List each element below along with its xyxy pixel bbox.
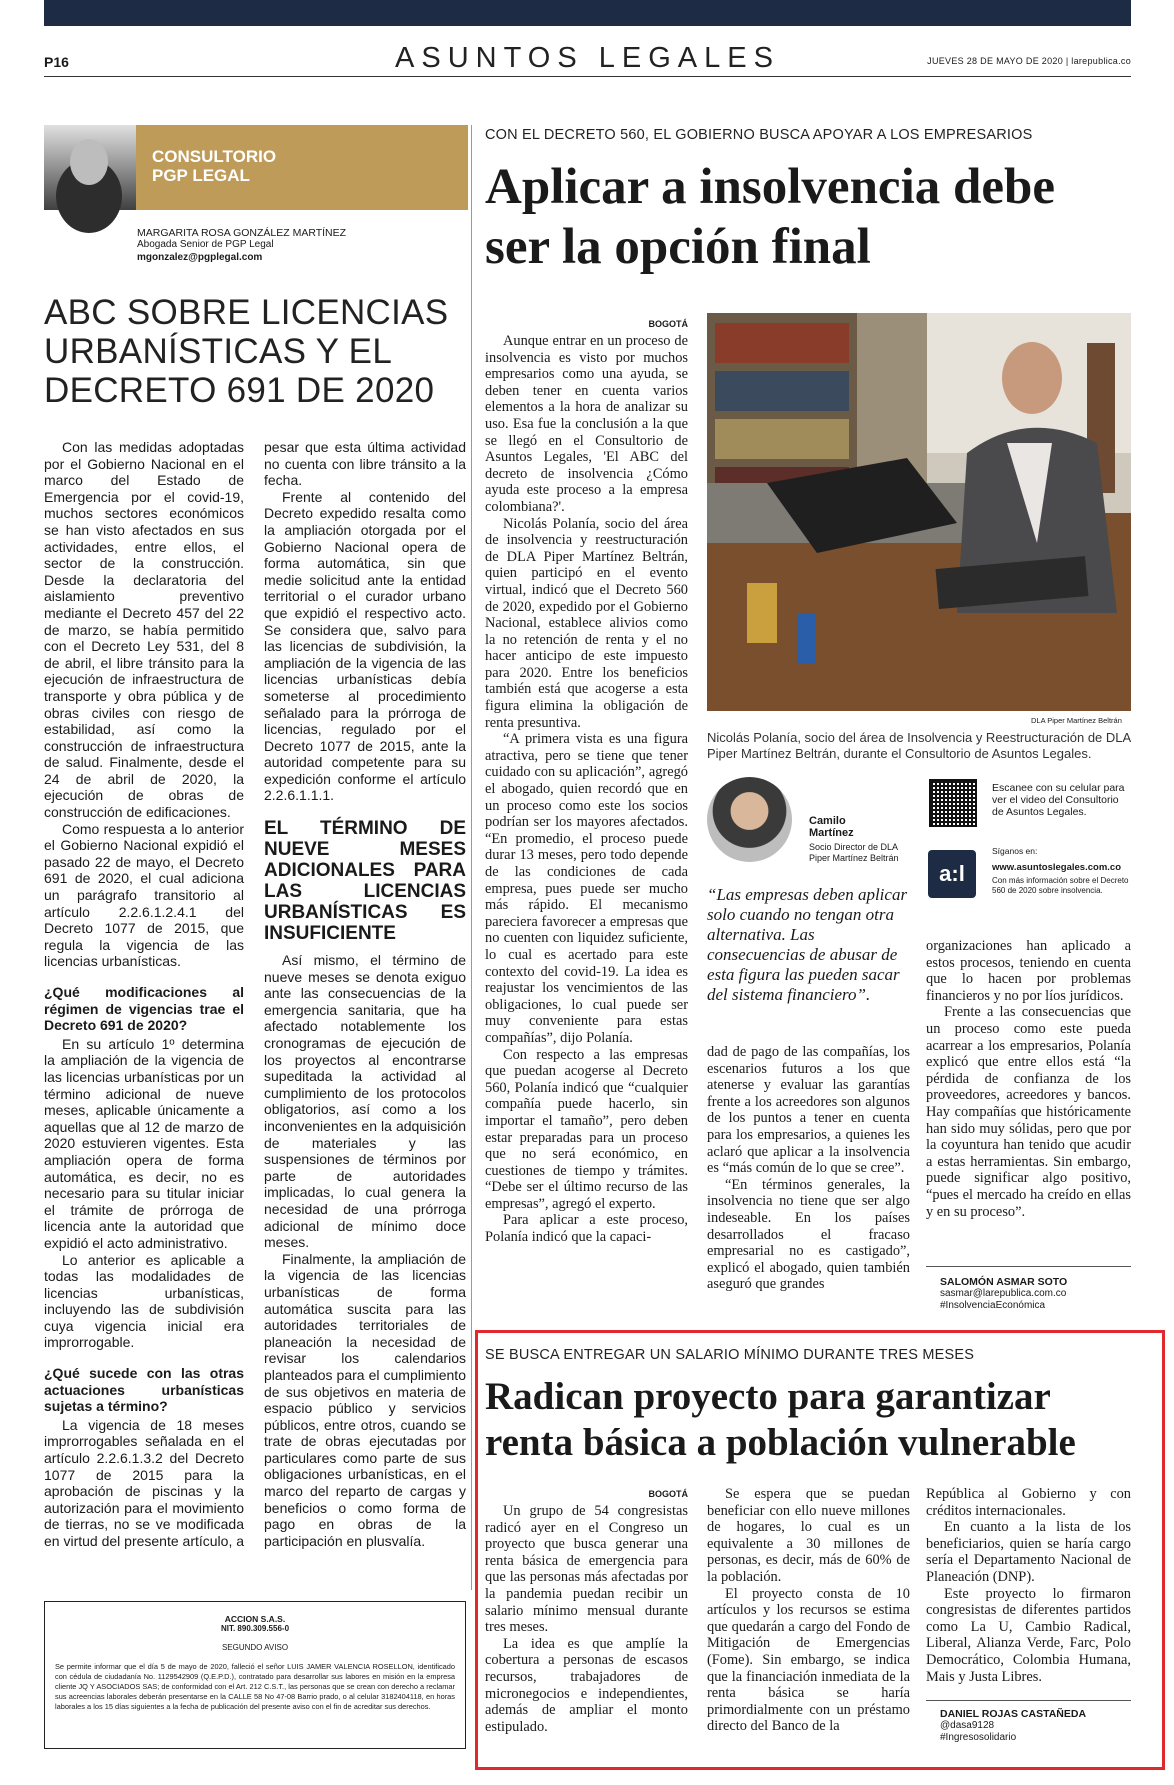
paragraph: Lo anterior es aplicable a todas las modalidades de licencias urbanísticas, incluyendo las de subdivisión cuya vigencia inicial era improrrogable. <box>44 1251 244 1351</box>
byline-hashtag: #InsolvenciaEconómica <box>940 1300 1046 1311</box>
renta-kicker: SE BUSCA ENTREGAR UN SALARIO MÍNIMO DURANTE TRES MESES <box>485 1347 975 1363</box>
paragraph: Aunque entrar en un proceso de insolvencia es visto por muchos empresarios como una ayuda, se deben tener en cuenta varios elementos a la hora de analizar su uso. Esa fue la conclusión a la que se llegó en el Consultorio de Asuntos Legales, 'El ABC del decreto de insolvencia ¿Cómo ayuda este proceso a la empresa colombiana?'. <box>485 333 688 515</box>
paragraph: Así mismo, el término de nueve meses se denota exiguo ante las consecuencias de la emergencia sanitaria, que ha afectado notablemente los cronogramas de ejecución de los proyectos al encontrarse supeditada la actividad al cumplimiento de los protocolos obligatorios, así como a los inconvenientes en la adquisición de materiales y las suspensiones de términos por parte de autoridades implicadas, lo cual genera la necesidad de una prórroga adicional de mínimo doce meses. <box>264 952 466 1251</box>
abc-subhead: EL TÉRMINO DE NUEVE MESES ADICIONALES PARA LAS LICENCIAS URBANÍSTICAS ES INSUFICIENTE <box>264 818 466 945</box>
office-photo-illustration <box>707 313 1131 711</box>
photo-credit: DLA Piper Martínez Beltrán <box>1031 716 1122 725</box>
quote-avatar <box>707 777 792 862</box>
quote-role: Socio Director de DLA Piper Martínez Beltrán <box>809 842 899 863</box>
insolvencia-column-3 <box>926 938 1131 1220</box>
notice-company: ACCION S.A.S. <box>224 1614 286 1624</box>
paragraph: Con las medidas adoptadas por el Gobierno Nacional en el marco del Estado de Emergencia por el covid-19, muchos sectores económicos se han visto afectados en sus actividades, entre ellos, el sector de la construcción. Desde la declaratoria del aislamiento preventivo mediante el Decreto 457 del 22 de marzo, se había permitido con el Decreto Ley 531, del 8 de abril, el libre tránsito para la ejecución de infraestructura de transporte y obra pública y de obras civiles con riesgo de estabilidad, así como la construcción de infraestructura de salud. Finalmente, desde el 24 de abril de 2020, la ejecución de obras de construcción de edificaciones. <box>44 439 244 821</box>
legal-notice <box>44 1601 466 1749</box>
column-rule <box>471 125 472 1590</box>
byline-name: DANIEL ROJAS CASTAÑEDA <box>940 1708 1087 1720</box>
question-heading: ¿Qué sucede con las otras actuaciones urbanísticas sujetas a término? <box>44 1365 244 1415</box>
qr-instructions: Escanee con su celular para ver el video del Consultorio de Asuntos Legales. <box>992 782 1125 818</box>
paragraph: Para aplicar a este proceso, Polanía indicó que la capaci- <box>485 1212 688 1246</box>
paragraph: Se espera que se puedan beneficiar con ello nueve millones de hogares, lo cual es un equivalente a 30 millones de personas, es decir, más de 60% de la población. <box>707 1486 910 1585</box>
byline-rule <box>926 1266 1131 1267</box>
author-name: MARGARITA ROSA GONZÁLEZ MARTÍNEZ <box>137 227 347 239</box>
author-email[interactable]: mgonzalez@pgplegal.com <box>137 252 263 263</box>
paragraph: dad de pago de las compañías, los escenarios futuros a los que atenerse y evaluar las garantías frente a los acreedores son algunos de los puntos a tener en cuenta para los empresarios, a quienes les aclaró que aplicar a la insolvencia es “más común de lo que se cree”. <box>707 1044 910 1177</box>
insolvencia-column-1 <box>485 333 688 1246</box>
paragraph: Finalmente, la ampliación de la vigencia de las licencias urbanísticas de forma automática suscita para las autoridades territoriales de planeación la necesidad de revisar los calendarios planteados para el cumplimiento de sus objetivos en materia de espacio público y servicios públicos, entre otros, cuando se trate de obras ejecutadas por particulares como parte de sus obligaciones urbanísticas, en el marco del reparto de cargas y beneficios o como forma de pago en obras de la participación en plusvalía. <box>264 1250 466 1549</box>
qr-code-icon[interactable] <box>929 779 977 827</box>
section-title: ASUNTOS LEGALES <box>395 42 780 74</box>
dateline: BOGOTÁ <box>648 1489 688 1499</box>
paragraph: En cuanto a la lista de los beneficiarios, quien se haría cargo sería el Departamento Nacional de Planeación (DNP). <box>926 1519 1131 1585</box>
paragraph: “En términos generales, la insolvencia no tiene que ser algo indeseable. En los países desarrollados el fracaso empresarial no es castigado”, explicó el abogado, quien también aseguró que grandes <box>707 1176 910 1293</box>
paragraph: Como respuesta a lo anterior el Gobierno Nacional expidió el pasado 22 de mayo, el Decreto 691 de 2020, el cual adiciona un parágrafo transitorio al artículo 2.2.6.1.2.4.1 del Decreto 1077 de 2015, que regula la vigencia de las licencias urbanísticas. <box>44 820 244 970</box>
issue-date: JUEVES 28 DE MAYO DE 2020 | larepublica.co <box>927 56 1131 66</box>
consultorio-tag <box>136 125 468 210</box>
main-photo <box>707 313 1131 711</box>
follow-label: Síganos en: <box>992 846 1038 856</box>
abc-article-title: ABC SOBRE LICENCIAS URBANÍSTICAS Y EL DECRETO 691 DE 2020 <box>44 293 449 410</box>
pull-quote: “Las empresas deben aplicar solo cuando no tengan otra alternativa. Las consecuencias de abusar de esta figura las pueden sacar del sistema financiero”. <box>707 885 908 1004</box>
renta-column-3 <box>926 1486 1131 1685</box>
paragraph: La idea es que amplíe la cobertura a personas de escasos recursos, trabajadores de micronegocios e independientes, además de ampliar el monto estipulado. <box>485 1635 688 1735</box>
insolvencia-kicker: CON EL DECRETO 560, EL GOBIERNO BUSCA APOYAR A LOS EMPRESARIOS <box>485 127 1033 143</box>
insolvencia-byline <box>940 1276 1067 1312</box>
paragraph: Frente al contenido del Decreto expedido resalta como la ampliación otorgada por el Gobierno Nacional opera de forma automática, sin que medie solicitud ante la entidad territorial o el curador urbano que expidió el respectivo acto. Se considera que, salvo para las licencias de subdivisión, la ampliación de la vigencia de las licencias urbanísticas debía someterse al procedimiento señalado para la prórroga de licencias, regulado por el Decreto 1077 de 2015, ante la autoridad competente para su expedición conforme el artículo 2.2.6.1.1.1. <box>264 488 466 804</box>
insolvencia-headline: Aplicar a insolvencia debe ser la opción final <box>485 159 1055 275</box>
abc-column-1 <box>44 439 244 1550</box>
notice-label: SEGUNDO AVISO <box>221 1643 289 1652</box>
renta-column-2 <box>707 1486 910 1735</box>
consultorio-title: CONSULTORIO PGP LEGAL <box>152 147 277 185</box>
photo-caption: Nicolás Polanía, socio del área de Insolvencia y Reestructuración de DLA Piper Martínez Beltrán, durante el Consultorio de Asuntos Legales. <box>707 730 1131 761</box>
byline-email[interactable]: sasmar@larepublica.com.co <box>940 1288 1067 1299</box>
paragraph: Frente a las consecuencias que un proceso como este pueda acarrear a los empresarios, Polanía explicó que entre ellos está “la pérdida de confianza de los proveedores, acreedores y bancos. Hay compañías que históricamente han sido muy sólidas, pero que por la coyuntura han tenido que acudir a estas herramientas. Sin embargo, puede significar algo positivo, “pues el mercado ha creído en ellas y en su proceso”. <box>926 1004 1131 1220</box>
notice-body: Se permite informar que el día 5 de mayo de 2020, falleció el señor LUIS JAMER VALENCIA ROSELLON, identificado con cédula de ciudadanía No. 1129542909 (Q.E.P.D.), contratado para desarrollar sus labores en misión en la empresa cliente JQ Y ASOCIADOS SAS; de conformidad con el Art. 212 C.S.T., las personas que se crean con derecho a reclamar sus acreencias laborales deberán presentarse en la CALLE 58 No 47-08 Barrio prado, o al celular 3182404118, en horas laborales a los 15 días siguientes a la fecha de publicación del presente aviso con el fin de acreditar sus derechos. <box>55 1662 455 1711</box>
paragraph: Nicolás Polanía, socio del área de insolvencia y reestructuración de DLA Piper Martínez Beltrán, quien participó en el evento virtual, indicó que el Decreto 560 de 2020, expedido por el Gobierno Nacional, establece alivios como la no retención de renta y el no hacer anticipo de este impuesto para 2020. Entre los beneficios también está que acogerse a esta figura elimina la obligación de renta presuntiva. <box>485 515 688 731</box>
page-header <box>44 40 1131 77</box>
abc-column-2 <box>264 439 466 1549</box>
paragraph: organizaciones han aplicado a estos procesos, teniendo en cuenta que lo hacen por problemas financieros y no por líos jurídicos. <box>926 938 1131 1004</box>
question-heading: ¿Qué modificaciones al régimen de vigencias trae el Decreto 691 de 2020? <box>44 984 244 1034</box>
renta-byline <box>940 1708 1086 1744</box>
paragraph: En su artículo 1º determina la ampliación de la vigencia de las licencias urbanísticas por un término adicional de nueve meses, aplicable únicamente a aquellas que al 12 de marzo de 2020 estuvieren vigentes. Esta ampliación opera de forma automática, es decir, no es necesario para su titular iniciar el trámite de prórroga de licencia ante la autoridad que expidió el acto administrativo. <box>44 1035 244 1251</box>
asuntos-legales-logo: a:l <box>928 850 976 898</box>
author-photo <box>44 125 136 210</box>
consultorio-banner <box>44 125 468 210</box>
renta-headline: Radican proyecto para garantizar renta básica a población vulnerable <box>485 1375 1076 1464</box>
byline-hashtag: #Ingresosolidario <box>940 1732 1017 1743</box>
paragraph: Un grupo de 54 congresistas radicó ayer en el Congreso un proyecto que busca generar una renta básica de emergencia para que las personas más afectadas por la pandemia puedan recibir un salario mínimo mensual durante tres meses. <box>485 1503 688 1636</box>
paragraph: Este proyecto lo firmaron congresistas de diferentes partidos como La U, Cambio Radical, Liberal, Alianza Verde, Farc, Polo Democrático, Colombia Humana, Mais y Justa Libres. <box>926 1585 1131 1685</box>
paragraph: El proyecto consta de 10 artículos y los recursos se estima que quedarán a cargo del Fondo de Mitigación de Emergencias (Fome). Sin embargo, se indica que la financiación inmediata de la renta básica se haría primordialmente con un préstamo directo del Banco de la <box>707 1585 910 1735</box>
site-link[interactable]: www.asuntoslegales.com.co <box>992 862 1121 873</box>
quote-name: Camilo Martínez <box>809 815 854 839</box>
byline-rule <box>926 1700 1131 1701</box>
author-role: Abogada Senior de PGP Legal <box>137 239 274 250</box>
paragraph: “A primera vista es una figura atractiva, pero se tiene que tener cuidado con su aplicación”, agregó el abogado, quien recordó que en un proceso como este los socios podrían ser los mayores afectados. “En promedio, el proceso puede durar 13 meses, pero todo depende de las condiciones de cada empresa, pues puede ser mucho más rápido. El mecanismo pareciera favorecer a empresas que no cuenten con liquidez suficiente, lo cual es acertado para este contexto del covid-19. La idea es reajustar los vencimientos de las obligaciones, lo cual puede ser muy conveniente para estas compañías”, dijo Polanía. <box>485 731 688 1046</box>
paragraph: República al Gobierno y con créditos internacionales. <box>926 1486 1131 1519</box>
paragraph: Con respecto a las empresas que puedan acogerse al Decreto 560, Polanía indicó que “cualquier compañía puede hacerlo, sin importar el tamaño”, pero deben estar preparadas para un proceso que no será económico, en cuestiones de tiempo y trámites. “Debe ser el último recurso de las empresas”, agregó el experto. <box>485 1046 688 1212</box>
renta-column-1 <box>485 1503 688 1735</box>
paragraph: La vigencia de 18 meses improrrogables señalada en el artículo 2.2.6.1.3.2 del Decreto 1077 de 2015 para la aprobación de piscinas y la autorización para el movimiento de tierras, no se ve modificada en virtud del presente artículo, a <box>44 1416 245 1549</box>
paragraph: pesar que esta última actividad no cuenta con libre tránsito a la fecha. <box>264 439 466 489</box>
insolvencia-column-2 <box>707 1044 910 1293</box>
dateline: BOGOTÁ <box>648 319 688 329</box>
byline-handle[interactable]: @dasa9128 <box>940 1720 995 1731</box>
notice-nit: NIT. 890.309.556-0 <box>220 1624 290 1633</box>
site-description: Con más información sobre el Decreto 560 de 2020 sobre insolvencia. <box>992 876 1129 895</box>
page-number: P16 <box>44 54 69 70</box>
byline-name: SALOMÓN ASMAR SOTO <box>940 1276 1068 1288</box>
top-bar <box>44 0 1131 26</box>
